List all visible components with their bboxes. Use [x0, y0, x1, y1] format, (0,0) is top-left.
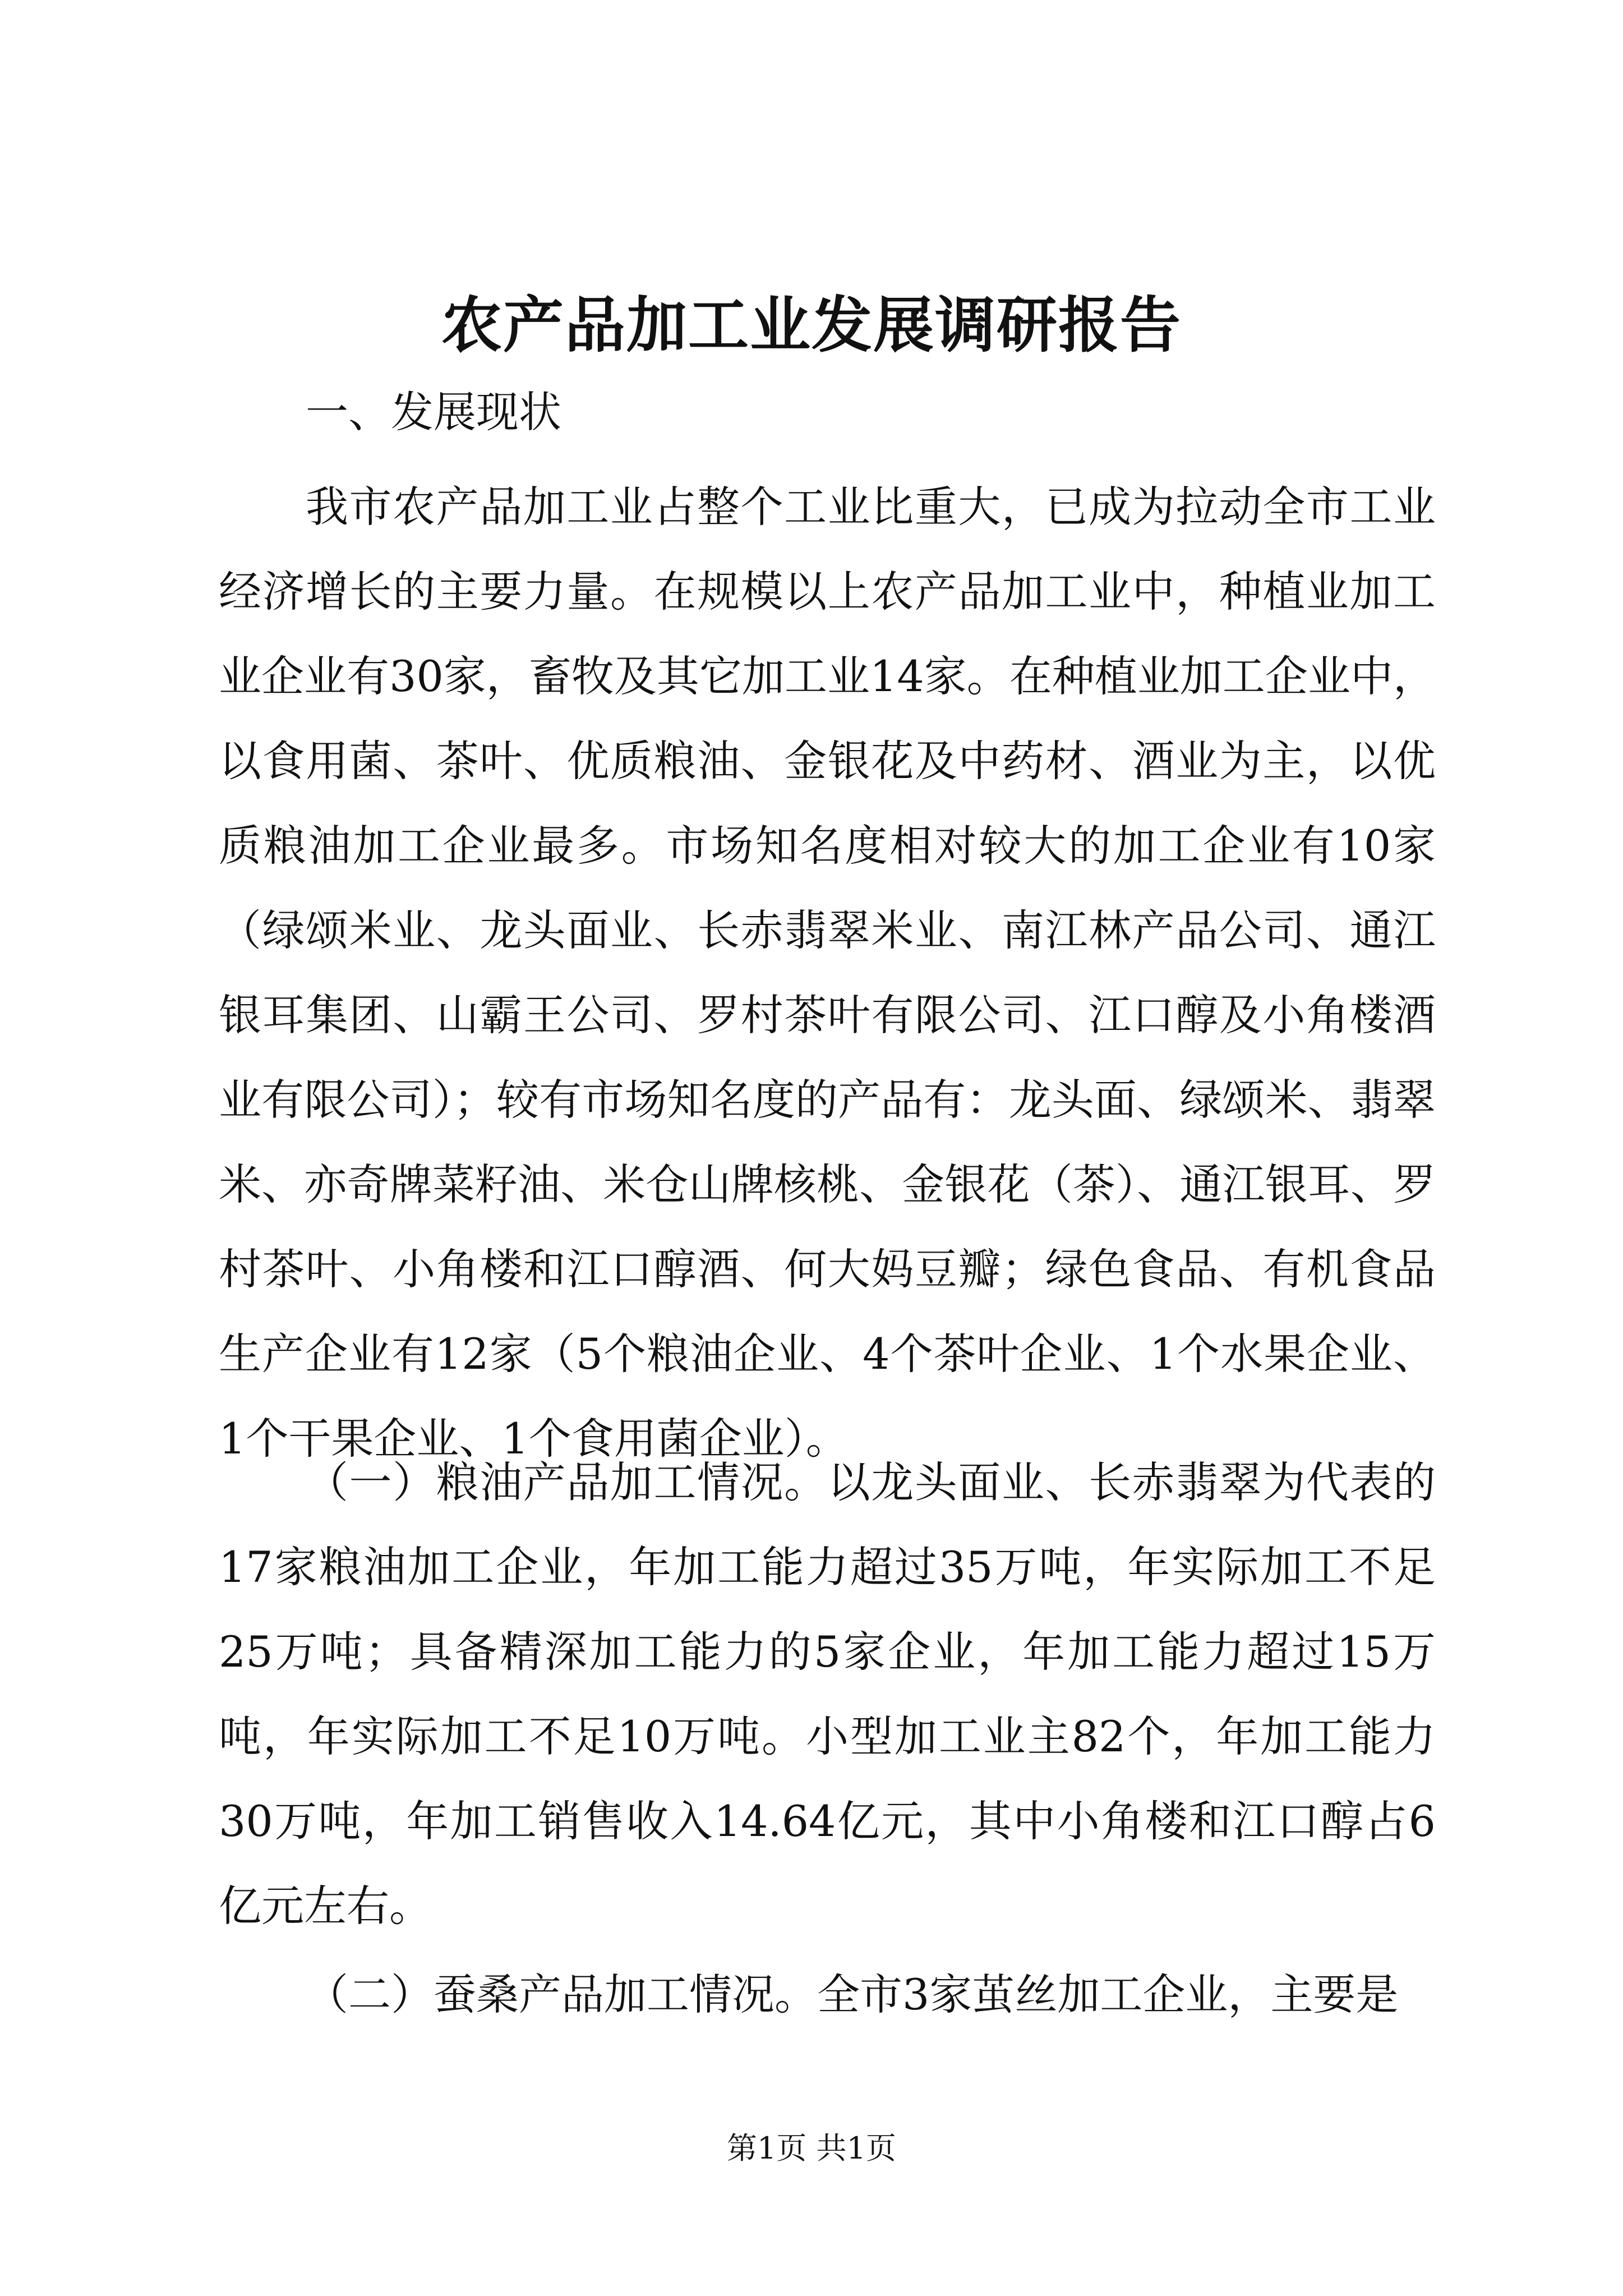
paragraph-overview: 我市农产品加工业占整个工业比重大，已成为拉动全市工业经济增长的主要力量。在规模以上农产品加工业中，种植业加工业企业有30家，畜牧及其它加工业14家。在种植业加工企业中，以食用菌、茶叶、优质粮油、金银花及中药材、酒业为主，以优质粮油加工企业最多。市场知名度相对较大的加工企业有10家（绿颂米业、龙头面业、长赤翡翠米业、南江林产品公司、通江银耳集团、山霸王公司、罗村茶叶有限公司、江口醇及小角楼酒业有限公司）；较有市场知名度的产品有：龙头面、绿颂米、翡翠米、亦奇牌菜籽油、米仓山牌核桃、金银花（茶）、通江银耳、罗村茶叶、小角楼和江口醇酒、何大妈豆瓣；绿色食品、有机食品生产企业有12家（5个粮油企业、4个茶叶企业、1个水果企业、1个干果企业、1个食用菌企业）。	[219, 482, 1436, 1464]
document-title: 农产品加工业发展调研报告	[441, 290, 1182, 361]
section-heading: 一、发展现状	[306, 387, 561, 437]
page-number-footer: 第1页 共1页	[727, 2131, 896, 2166]
paragraph-sericulture: （二）蚕桑产品加工情况。全市3家茧丝加工企业，主要是	[306, 1970, 1399, 2019]
paragraph-grain-oil: （一）粮油产品加工情况。以龙头面业、长赤翡翠为代表的17家粮油加工企业，年加工能力超过35万吨，年实际加工不足25万吨；具备精深加工能力的5家企业，年加工能力超过15万吨，年实际加工不足10万吨。小型加工业主82个，年加工能力30万吨，年加工销售收入14.64亿元，其中小角楼和江口醇占6亿元左右。	[219, 1457, 1436, 1931]
